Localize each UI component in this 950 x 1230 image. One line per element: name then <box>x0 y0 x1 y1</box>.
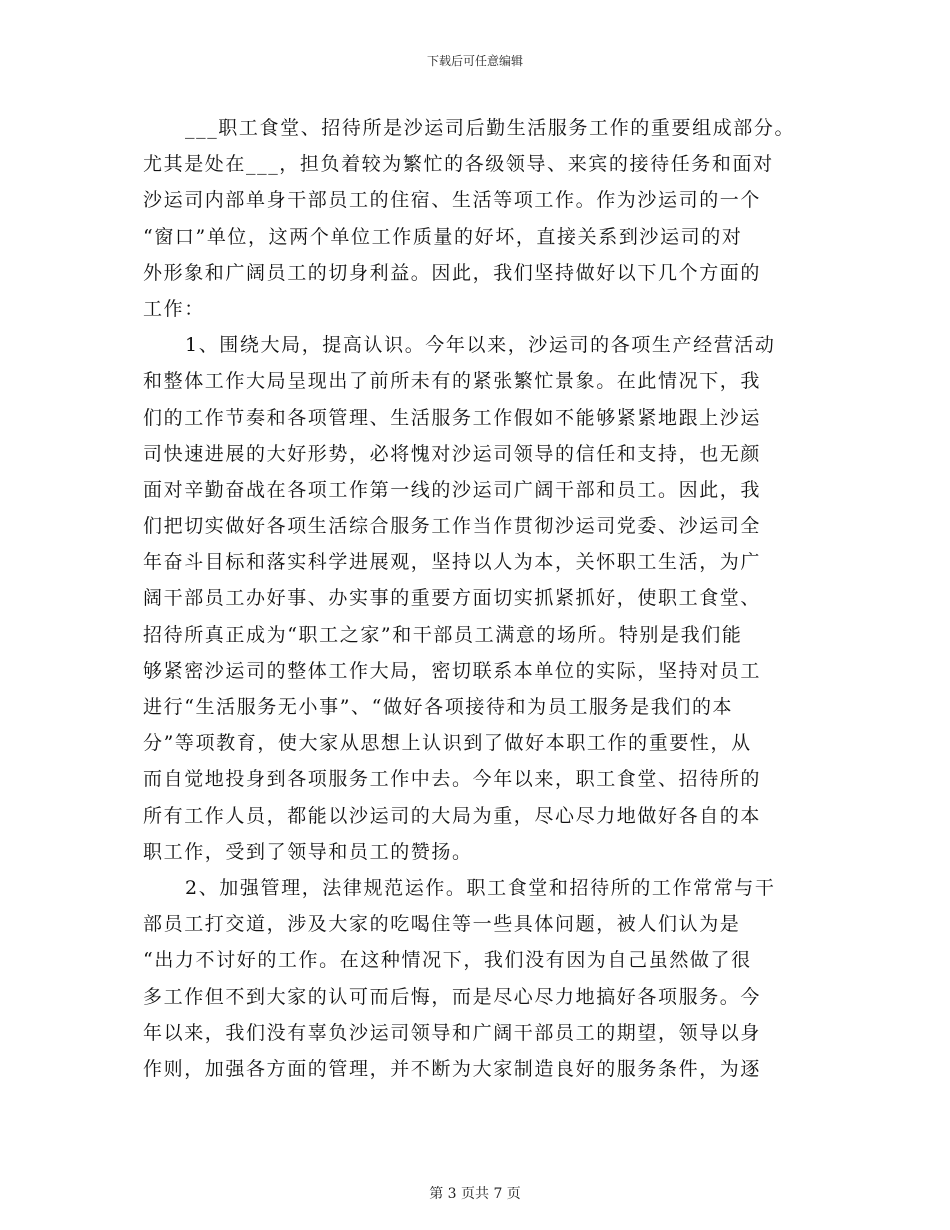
document-body <box>143 110 823 1087</box>
text-line: 够紧密沙运司的整体工作大局，密切联系本单位的实际，坚持对员工 <box>143 659 762 682</box>
text-line: 招待所真正成为“职工之家”和干部员工满意的场所。特别是我们能 <box>143 623 743 646</box>
page-header: 下载后可任意编辑 <box>426 54 523 68</box>
text-line: ___职工食堂、招待所是沙运司后勤生活服务工作的重要组成部分。 <box>185 117 796 139</box>
text-line: 们把切实做好各项生活综合服务工作当作贯彻沙运司党委、沙运司全 <box>143 515 762 538</box>
text-line: 分”等项教育，使大家从思想上认识到了做好本职工作的重要性，从 <box>143 732 752 755</box>
text-line: 1、围绕大局，提高认识。今年以来，沙运司的各项生产经营活动 <box>185 334 776 357</box>
text-line: 外形象和广阔员工的切身利益。因此，我们坚持做好以下几个方面的 <box>143 261 762 284</box>
text-line: 司快速进展的大好形势，必将愧对沙运司领导的信任和支持，也无颜 <box>143 442 762 465</box>
text-line: 年以来，我们没有辜负沙运司领导和广阔干部员工的期望，领导以身 <box>143 1021 762 1044</box>
text-line: 所有工作人员，都能以沙运司的大局为重，尽心尽力地做好各自的本 <box>143 804 762 827</box>
text-line: 多工作但不到大家的认可而后悔，而是尽心尽力地搞好各项服务。今 <box>143 985 762 1008</box>
text-line: “出力不讨好的工作。在这种情况下，我们没有因为自己虽然做了很 <box>143 949 752 972</box>
page-footer: 第 3 页共 7 页 <box>429 1186 521 1202</box>
text-line: 面对辛勤奋战在各项工作第一线的沙运司广阔干部和员工。因此，我 <box>143 478 762 501</box>
text-line: 2、加强管理，法律规范运作。职工食堂和招待所的工作常常与干 <box>185 876 776 899</box>
text-line: 年奋斗目标和落实科学进展观，坚持以人为本，关怀职工生活，为广 <box>143 551 762 574</box>
text-line: 和整体工作大局呈现出了前所未有的紧张繁忙景象。在此情况下，我 <box>143 370 762 393</box>
text-line: 们的工作节奏和各项管理、生活服务工作假如不能够紧紧地跟上沙运 <box>143 406 762 429</box>
text-line: 进行“生活服务无小事”、“做好各项接待和为员工服务是我们的本 <box>143 696 734 718</box>
text-line: 尤其是处在___，担负着较为繁忙的各级领导、来宾的接待任务和面对 <box>143 153 774 176</box>
text-line: “窗口”单位，这两个单位工作质量的好坏，直接关系到沙运司的对 <box>143 225 743 248</box>
text-line: 沙运司内部单身干部员工的住宿、生活等项工作。作为沙运司的一个 <box>143 189 762 212</box>
text-line: 工作： <box>143 297 205 320</box>
text-line: 阔干部员工办好事、办实事的重要方面切实抓紧抓好，使职工食堂、 <box>143 587 762 610</box>
text-line: 作则，加强各方面的管理，并不断为大家制造良好的服务条件，为逐 <box>143 1057 762 1080</box>
text-line: 而自觉地投身到各项服务工作中去。今年以来，职工食堂、招待所的 <box>143 768 762 791</box>
text-line: 职工作，受到了领导和员工的赞扬。 <box>143 840 473 863</box>
text-line: 部员工打交道，涉及大家的吃喝住等一些具体问题，被人们认为是 <box>143 913 741 936</box>
